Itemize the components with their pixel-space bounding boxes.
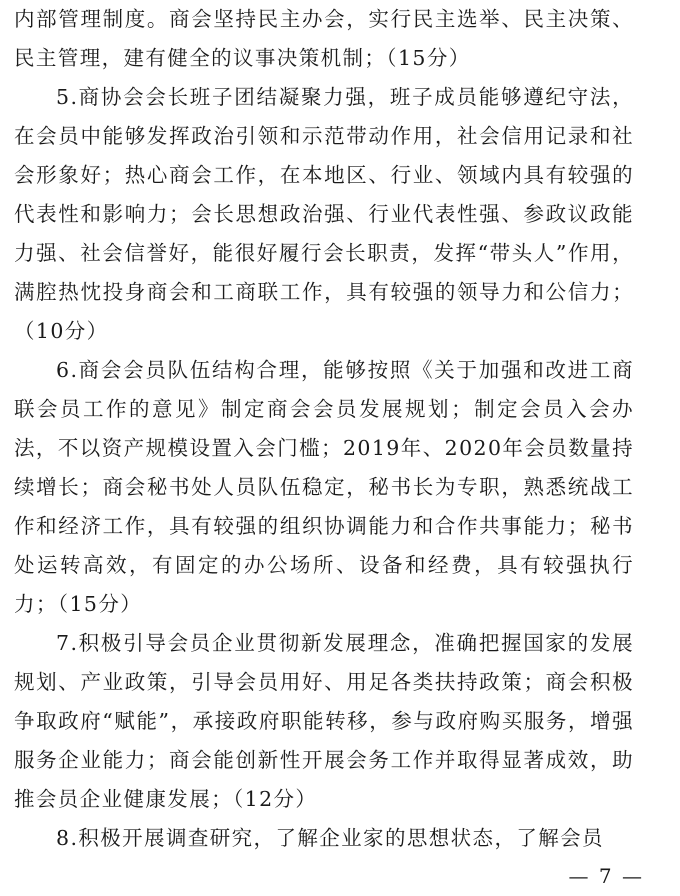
paragraph-continuation: 内部管理制度。商会坚持民主办会，实行民主选举、民主决策、民主管理，建有健全的议事决策机制；（15分）	[14, 7, 634, 70]
paragraph-item-6: 6.商会会员队伍结构合理，能够按照《关于加强和改进工商联会员工作的意见》制定商会会员发展规划；制定会员入会办法，不以资产规模设置入会门槛；2019年、2020年会员数量持续增长；商会秘书处人员队伍稳定，秘书长为专职，熟悉统战工作和经济工作，具有较强的组织协调能力和合作共事能力；秘书处运转高效，有固定的办公场所、设备和经费，具有较强执行力；（15分）	[14, 358, 634, 616]
page-number: — 7 —	[568, 864, 644, 888]
paragraph-item-5: 5.商协会会长班子团结凝聚力强，班子成员能够遵纪守法，在会员中能够发挥政治引领和示范带动作用，社会信用记录和社会形象好；热心商会工作，在本地区、行业、领域内具有较强的代表性和影响力；会长思想政治强、行业代表性强、参政议政能力强、社会信誉好，能很好履行会长职责，发挥“带头人”作用，满腔热忱投身商会和工商联工作，具有较强的领导力和公信力；（10分）	[14, 85, 634, 343]
paragraph-item-8: 8.积极开展调查研究，了解企业家的思想状态，了解会员	[56, 826, 604, 850]
paragraph-item-7: 7.积极引导会员企业贯彻新发展理念，准确把握国家的发展规划、产业政策，引导会员用好、用足各类扶持政策；商会积极争取政府“赋能”，承接政府职能转移，参与政府购买服务，增强服务企业能力；商会能创新性开展会务工作并取得显著成效，助推会员企业健康发展；（12分）	[14, 631, 634, 811]
